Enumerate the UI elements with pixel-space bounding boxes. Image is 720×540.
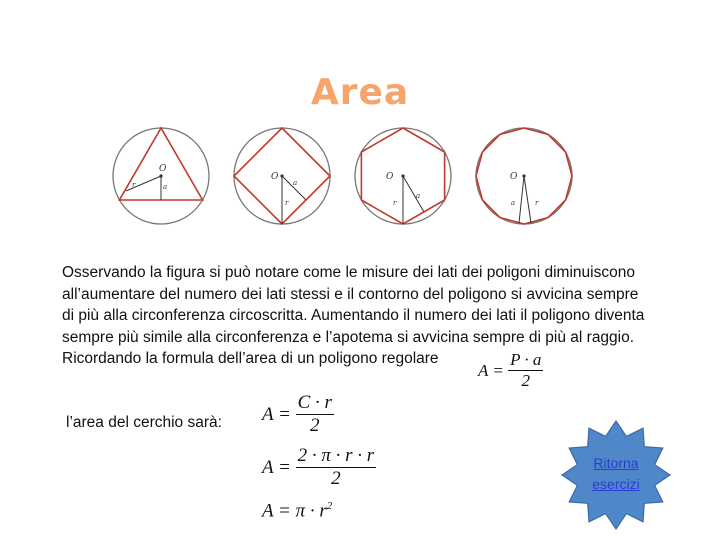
formula-numerator: 2 · π · r · r <box>297 445 375 466</box>
formula-lhs: A = <box>478 360 504 380</box>
figure-label-radius: r <box>285 199 289 207</box>
figure-label-center: O <box>386 172 394 182</box>
formula-denominator: 2 <box>331 468 341 489</box>
triangle-in-circle-diagram <box>110 125 212 227</box>
page-title: Area <box>310 72 410 113</box>
explanation-line: di più alla circonferenza circoscritta. Aumentando il numero dei lati il poligono diventa <box>62 307 645 324</box>
figure-label-center: O <box>510 172 518 182</box>
formula-fraction <box>296 392 334 437</box>
explanation-text <box>62 262 692 370</box>
figure-label-apothem: a <box>416 192 421 200</box>
formula-numerator: C · r <box>297 392 332 413</box>
formula-denominator: 2 <box>521 371 530 390</box>
formula-expression: A = π · r <box>262 500 327 522</box>
dodecagon-in-circle-diagram <box>473 125 575 227</box>
square-in-circle-diagram <box>231 125 333 227</box>
figure-label-radius: r <box>132 181 136 189</box>
figure-label-apothem: a <box>163 183 168 191</box>
hexagon-in-circle-diagram <box>352 125 454 227</box>
explanation-line: Osservando la figura si può notare come le misure dei lati dei poligoni diminuiscono <box>62 264 635 281</box>
figure-label-radius: r <box>535 199 539 207</box>
figure-label-center: O <box>159 164 167 174</box>
formula-exponent: 2 <box>326 500 333 512</box>
figure-label-center: O <box>271 172 279 182</box>
back-to-exercises-button[interactable] <box>561 420 671 530</box>
polygon-figures <box>110 125 580 227</box>
formula-fraction <box>296 445 377 490</box>
explanation-line: sempre più simile alla circonferenza e l’apotema si avvicina sempre di più al raggio. <box>62 328 635 346</box>
formula-circle-area-2 <box>262 445 376 490</box>
formula-numerator: P · a <box>510 350 542 369</box>
formula-polygon-area <box>478 350 543 391</box>
figure-label-apothem: a <box>293 179 298 187</box>
circle-area-label: l’area del cerchio sarà: <box>66 414 222 431</box>
back-to-exercises-label[interactable]: Ritorna esercizi <box>592 455 640 492</box>
formula-denominator: 2 <box>310 415 320 436</box>
explanation-line: all’aumentare del numero dei lati stessi e il contorno del poligono si avvicina sempre <box>62 285 639 303</box>
formula-fraction <box>508 350 543 391</box>
figure-triangle <box>110 125 212 227</box>
figure-hexagon <box>352 125 454 227</box>
explanation-line: Ricordando la formula dell’area di un poligono regolare <box>62 350 439 367</box>
figure-label-apothem: a <box>511 199 516 207</box>
formula-lhs: A = <box>262 456 291 478</box>
formula-circle-area-3 <box>262 500 332 522</box>
figure-label-radius: r <box>393 199 397 207</box>
formula-circle-area-1 <box>262 392 334 437</box>
formula-lhs: A = <box>262 403 291 425</box>
figure-square <box>231 125 333 227</box>
figure-dodecagon <box>473 125 575 227</box>
